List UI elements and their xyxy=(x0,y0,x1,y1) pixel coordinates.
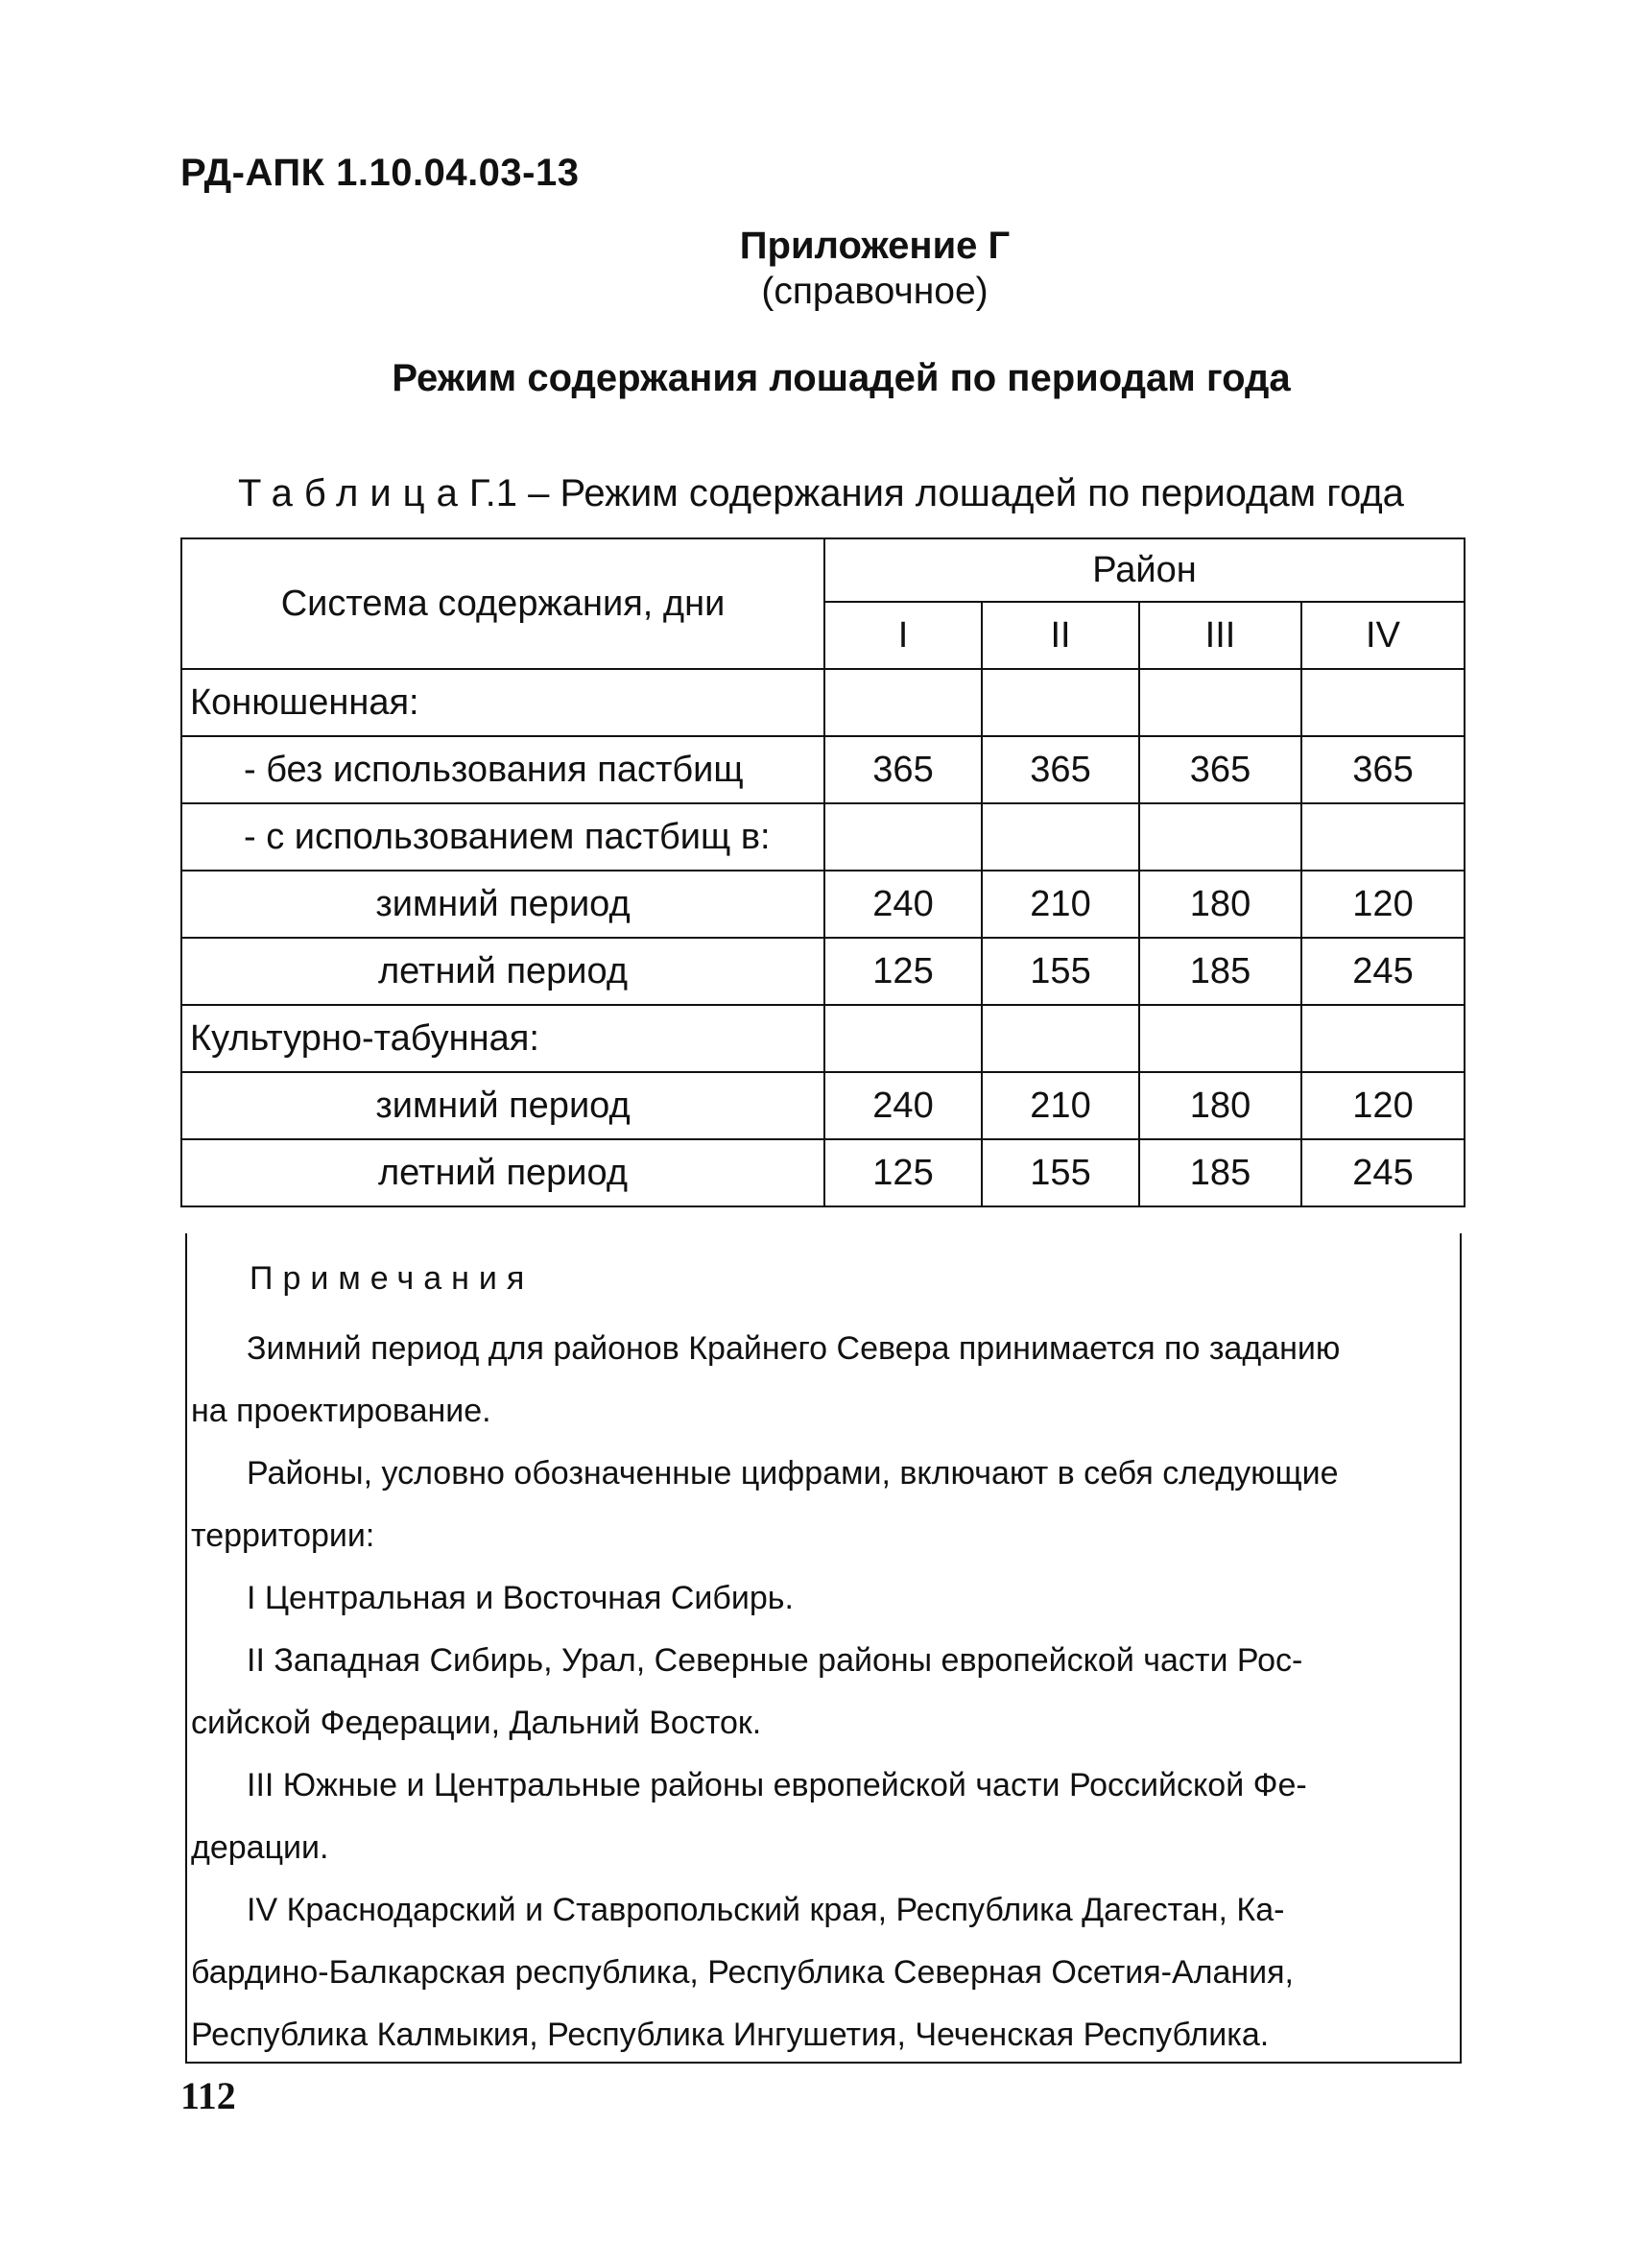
table-row xyxy=(181,803,1465,871)
table-cell: 185 xyxy=(1139,938,1301,1005)
table-cell: 120 xyxy=(1301,871,1465,938)
region-header-4: IV xyxy=(1301,602,1465,669)
table-row xyxy=(181,1072,1465,1139)
table-cell xyxy=(1301,1005,1465,1072)
column-header-system: Система содержания, дни xyxy=(181,538,824,669)
table-cell: 365 xyxy=(824,736,982,803)
table-cell xyxy=(1139,803,1301,871)
notes-box xyxy=(185,1233,1462,2064)
row-label: - с использованием пастбищ в: xyxy=(181,803,824,871)
note-paragraph xyxy=(191,1630,1460,1755)
table-cell: 365 xyxy=(1301,736,1465,803)
row-label: летний период xyxy=(181,938,824,1005)
document-code: РД-АПК 1.10.04.03-13 xyxy=(180,152,580,194)
table-caption-prefix: Таблица xyxy=(238,472,469,514)
table-cell xyxy=(1301,669,1465,736)
table-cell xyxy=(1139,1005,1301,1072)
row-label: летний период xyxy=(181,1139,824,1206)
table-cell: 155 xyxy=(982,1139,1139,1206)
table-row xyxy=(181,938,1465,1005)
table-cell: 210 xyxy=(982,871,1139,938)
note-paragraph xyxy=(191,1567,1460,1630)
row-label: - без использования пастбищ xyxy=(181,736,824,803)
table-cell xyxy=(982,803,1139,871)
table-cell: 245 xyxy=(1301,1139,1465,1206)
table-cell xyxy=(824,1005,982,1072)
note-line: на проектирование. xyxy=(191,1393,491,1429)
region-header-3: III xyxy=(1139,602,1301,669)
row-label: Конюшенная: xyxy=(181,669,824,736)
region-header-1: I xyxy=(824,602,982,669)
note-line: Зимний период для районов Крайнего Севера принимается по заданию xyxy=(247,1330,1341,1367)
note-paragraph xyxy=(191,1443,1460,1567)
table-cell: 180 xyxy=(1139,1072,1301,1139)
table-cell: 365 xyxy=(982,736,1139,803)
note-paragraph xyxy=(191,1879,1460,2066)
row-label: зимний период xyxy=(181,871,824,938)
column-header-region: Район xyxy=(824,538,1465,602)
note-line: Республика Калмыкия, Республика Ингушетия, Чеченская Республика. xyxy=(191,2017,1270,2053)
note-line: территории: xyxy=(191,1517,375,1554)
notes-heading: Примечания xyxy=(250,1260,535,1297)
table-cell xyxy=(1139,669,1301,736)
region-header-2: II xyxy=(982,602,1139,669)
table-cell: 155 xyxy=(982,938,1139,1005)
table-caption xyxy=(238,472,1404,515)
note-line: Районы, условно обозначенные цифрами, включают в себя следующие xyxy=(247,1455,1339,1492)
note-line: сийской Федерации, Дальний Восток. xyxy=(191,1705,762,1741)
note-line: дерации. xyxy=(191,1829,329,1866)
table-cell: 185 xyxy=(1139,1139,1301,1206)
table-caption-text: Г.1 – Режим содержания лошадей по периодам года xyxy=(468,472,1404,514)
note-line: бардино-Балкарская республика, Республика Северная Осетия-Алания, xyxy=(191,1954,1294,1991)
page-number: 112 xyxy=(180,2074,236,2117)
table-cell: 180 xyxy=(1139,871,1301,938)
table-row xyxy=(181,1139,1465,1206)
table-cell xyxy=(982,1005,1139,1072)
table-cell xyxy=(1301,803,1465,871)
table-cell: 125 xyxy=(824,938,982,1005)
table-row xyxy=(181,1005,1465,1072)
table-cell xyxy=(824,803,982,871)
table-cell: 210 xyxy=(982,1072,1139,1139)
table-cell: 240 xyxy=(824,1072,982,1139)
table-row xyxy=(181,669,1465,736)
note-line: IV Краснодарский и Ставропольский края, Республика Дагестан, Ка- xyxy=(247,1892,1285,1928)
table-cell: 125 xyxy=(824,1139,982,1206)
table-cell xyxy=(982,669,1139,736)
table-cell: 120 xyxy=(1301,1072,1465,1139)
table-cell xyxy=(824,669,982,736)
appendix-title: Приложение Г xyxy=(739,225,1011,267)
row-label: Культурно-табунная: xyxy=(181,1005,824,1072)
note-paragraph xyxy=(191,1318,1460,1443)
note-line: III Южные и Центральные районы европейской части Российской Фе- xyxy=(247,1767,1307,1803)
table-row xyxy=(181,736,1465,803)
note-line: I Центральная и Восточная Сибирь. xyxy=(247,1580,794,1616)
row-label: зимний период xyxy=(181,1072,824,1139)
housing-regime-table xyxy=(180,537,1465,1207)
table-cell: 240 xyxy=(824,871,982,938)
table-cell: 245 xyxy=(1301,938,1465,1005)
note-line: II Западная Сибирь, Урал, Северные районы европейской части Рос- xyxy=(247,1642,1303,1679)
note-paragraph xyxy=(191,1755,1460,1879)
table-row xyxy=(181,871,1465,938)
appendix-note: (справочное) xyxy=(761,271,989,312)
table-cell: 365 xyxy=(1139,736,1301,803)
section-title: Режим содержания лошадей по периодам года xyxy=(392,357,1291,399)
